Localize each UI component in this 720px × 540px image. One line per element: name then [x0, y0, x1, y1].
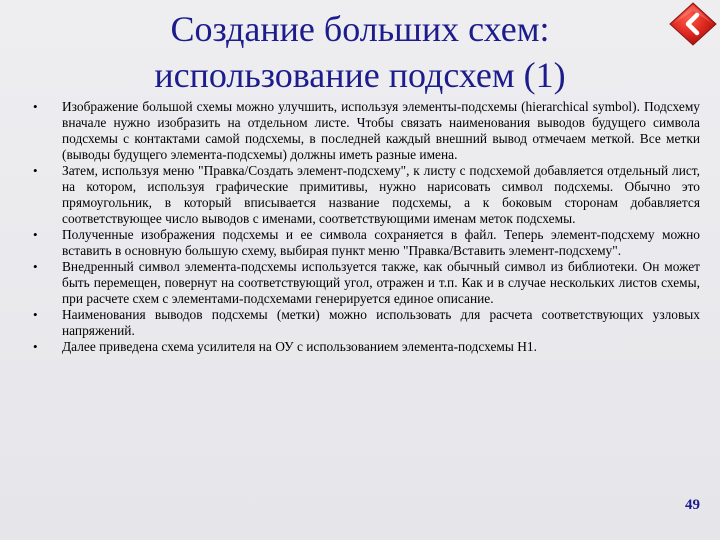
bullet-item — [20, 307, 700, 339]
bullet-dot: • — [33, 99, 38, 114]
bullet-item — [20, 259, 700, 307]
bullet-text: Внедренный символ элемента-подсхемы используется также, как обычный символ из библиотеки. Он может быть перемещен, повернут на соответствующий угол, отражен и т.п. Как и в случае нескольких листов схемы, при расчете схем с элементами-подсхемами генерируется единое описание. — [62, 259, 700, 306]
bullet-dot: • — [33, 307, 38, 322]
slide-title-line-1: Создание больших схем: — [170, 9, 550, 49]
bullet-text: Наименования выводов подсхемы (метки) можно использовать для расчета соответствующих узловых напряжений. — [62, 307, 700, 338]
bullet-text: Изображение большой схемы можно улучшить, используя элементы-подсхемы (hierarchical symbol). Подсхему вначале нужно изобразить на отдельном листе. Чтобы связать наименования выводов будущего символа подсхемы с контактами самой подсхемы, в последней каждый внешний вывод отмечаем меткой. Все метки (выводы будущего элемента-подсхемы) должны иметь разные имена. — [62, 99, 700, 162]
bullet-item — [20, 339, 700, 355]
bullet-item — [20, 227, 700, 259]
bullet-dot: • — [33, 259, 38, 274]
bullet-text: Затем, используя меню "Правка/Создать элемент-подсхему", к листу с подсхемой добавляется отдельный лист, на котором, используя графические примитивы, нужно нарисовать символ подсхемы. Обычно это прямоугольник, в который вписывается название подсхемы, а к боковым сторонам добавляется соответствующее число выводов с именами, соответствующими именам меток подсхемы. — [62, 163, 700, 226]
page-number: 49 — [685, 497, 700, 513]
slide-title — [60, 6, 660, 98]
bullet-dot: • — [33, 163, 38, 178]
bullet-text: Далее приведена схема усилителя на ОУ с использованием элемента-подсхемы H1. — [62, 339, 537, 354]
slide-title-line-2: использование подсхем (1) — [154, 55, 566, 95]
back-arrow-icon — [668, 1, 718, 47]
bullet-list — [20, 99, 700, 355]
back-button[interactable] — [668, 1, 718, 47]
bullet-dot: • — [33, 339, 38, 354]
bullet-dot: • — [33, 227, 38, 242]
bullet-item — [20, 163, 700, 227]
bullet-text: Полученные изображения подсхемы и ее символа сохраняется в файл. Теперь элемент-подсхему можно вставить в основную большую схему, выбирая пункт меню "Правка/Вставить элемент-подсхему". — [62, 227, 700, 258]
bullet-item — [20, 99, 700, 163]
